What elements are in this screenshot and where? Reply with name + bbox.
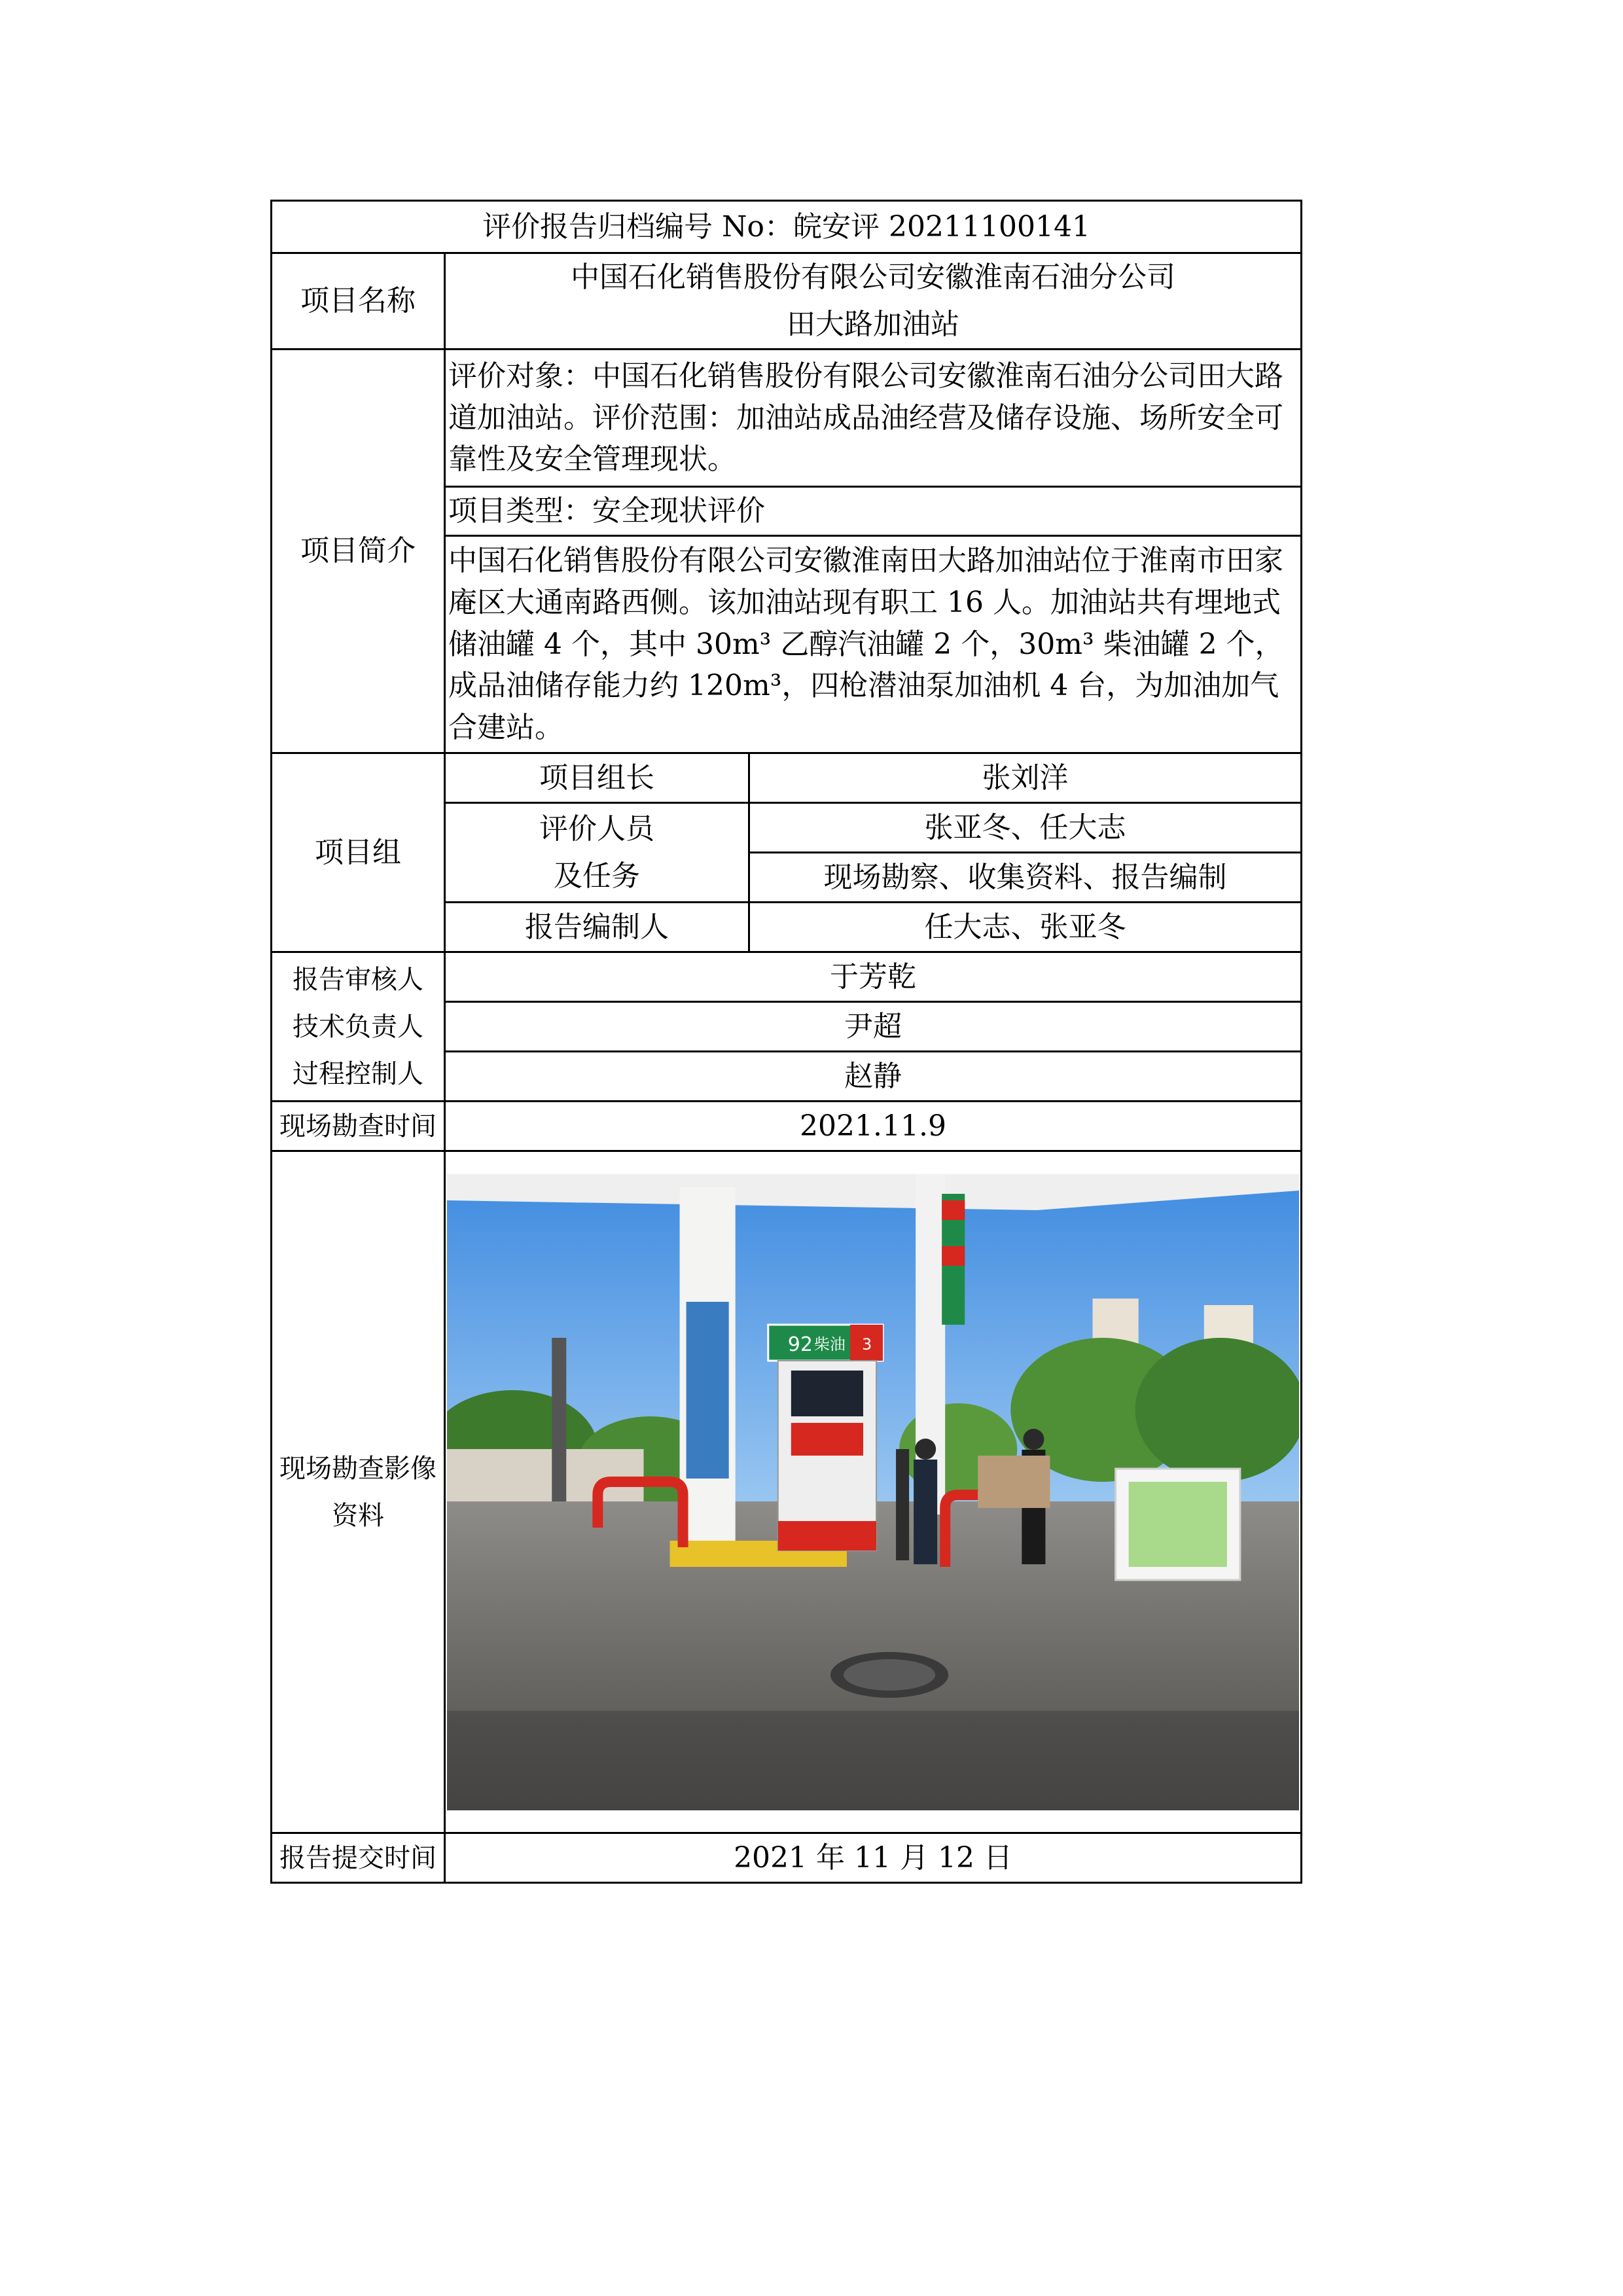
pump-sign-92: 92 <box>787 1333 813 1356</box>
site-photo <box>447 1174 1299 1810</box>
process-control-label: 过程控制人 <box>293 1058 423 1089</box>
intro-project-type: 项目类型：安全现状评价 <box>445 487 1302 536</box>
photo-label-line2: 资料 <box>332 1500 384 1531</box>
evaluators-value: 张亚冬、任大志 <box>749 803 1302 853</box>
report-table <box>270 200 1302 1884</box>
evaluator-tasks: 现场勘察、收集资料、报告编制 <box>749 853 1302 903</box>
team-leader-label: 项目组长 <box>445 753 749 803</box>
author-label: 报告编制人 <box>445 903 749 952</box>
survey-time-value: 2021.11.9 <box>445 1102 1302 1151</box>
intro-object-scope: 评价对象：中国石化销售股份有限公司安徽淮南石油分公司田大路道加油站。评价范围：加油站成品油经营及储存设施、场所安全可靠性及安全管理现状。 <box>445 350 1302 487</box>
review-labels <box>272 952 445 1102</box>
evaluators-label <box>445 803 749 903</box>
project-name-line2: 田大路加油站 <box>787 308 960 341</box>
process-control-value: 赵静 <box>445 1052 1302 1102</box>
tech-lead-label: 技术负责人 <box>293 1011 423 1042</box>
photo-label <box>272 1151 445 1833</box>
project-name-value <box>445 253 1302 350</box>
evaluators-label-line1: 评价人员 <box>539 812 654 846</box>
pump-sign-number: 3 <box>861 1335 872 1354</box>
tech-lead-value: 尹超 <box>445 1002 1302 1052</box>
pump-sign-diesel: 柴油 <box>813 1335 846 1354</box>
archive-number: 评价报告归档编号 No：皖安评 20211100141 <box>272 201 1302 253</box>
survey-time-label: 现场勘查时间 <box>272 1102 445 1151</box>
submit-time-label: 报告提交时间 <box>272 1833 445 1883</box>
team-label: 项目组 <box>272 753 445 952</box>
submit-time-value: 2021 年 11 月 12 日 <box>445 1833 1302 1883</box>
author-value: 任大志、张亚冬 <box>749 903 1302 952</box>
project-name-label: 项目名称 <box>272 253 445 350</box>
reviewer-label: 报告审核人 <box>293 964 423 995</box>
reviewer-value: 于芳乾 <box>445 952 1302 1002</box>
project-name-line1: 中国石化销售股份有限公司安徽淮南石油分公司 <box>571 260 1176 294</box>
intro-description: 中国石化销售股份有限公司安徽淮南田大路加油站位于淮南市田家庵区大通南路西侧。该加油站现有职工 16 人。加油站共有埋地式储油罐 4 个，其中 30m³ 乙醇汽油罐 2 个，30m³ 柴油罐 2 个，成品油储存能力约 120m³，四枪潜油泵加油机 4 台，为加油加气合建站。 <box>445 536 1302 753</box>
team-leader-value: 张刘洋 <box>749 753 1302 803</box>
photo-cell <box>445 1151 1302 1833</box>
project-intro-label: 项目简介 <box>272 350 445 753</box>
evaluators-label-line2: 及任务 <box>554 859 640 893</box>
photo-label-line1: 现场勘查影像 <box>279 1453 437 1484</box>
